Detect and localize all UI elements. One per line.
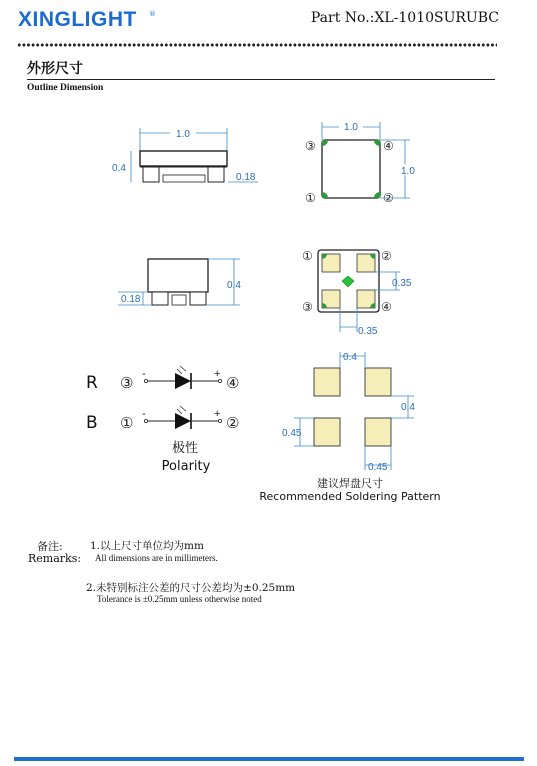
brand-logo: XINGLIGHT <box>18 8 137 31</box>
dim-width-topview: 1.0 <box>344 122 358 133</box>
polarity-label-b: B <box>86 413 98 433</box>
diode-icon-b <box>175 413 191 429</box>
pin-2-topview: ② <box>383 191 394 205</box>
dim-foot-side: 0.18 <box>121 294 141 305</box>
soldering-caption-cn: 建议焊盘尺寸 <box>317 477 383 490</box>
footer-bar <box>14 757 524 761</box>
diode-icon-r <box>175 373 191 389</box>
dim-pad-size: 0.45 <box>282 428 302 439</box>
dim-pitch-vertical: 0.35 <box>392 278 412 289</box>
soldering-caption-en: Recommended Soldering Pattern <box>259 490 441 503</box>
polarity-b-minus: - <box>142 408 146 420</box>
polarity-r-pin-right: ④ <box>226 375 240 392</box>
polarity-caption-cn: 极性 <box>171 441 199 456</box>
pin-3-bottomview: ③ <box>302 300 313 314</box>
remark-2-en: Tolerance is ±0.25mm unless otherwise noted <box>97 594 262 604</box>
remark-2-cn: 2.未特别标注公差的尺寸公差均为±0.25mm <box>86 582 296 594</box>
dim-pad-pitch: 0.4 <box>343 352 357 363</box>
dim-pad-gap: 0.4 <box>401 402 415 413</box>
side-view-top <box>112 127 258 183</box>
polarity-label-r: R <box>86 373 98 393</box>
bottom-view <box>302 249 412 337</box>
registered-mark: ® <box>149 10 156 18</box>
polarity-r-minus: - <box>142 368 146 380</box>
remark-1-cn: 1.以上尺寸单位均为mm <box>90 540 204 552</box>
pin-4-topview: ④ <box>383 139 394 153</box>
remarks-label-en: Remarks: <box>28 552 82 565</box>
pin-3-topview: ③ <box>305 139 316 153</box>
polarity-caption-en: Polarity <box>161 459 211 474</box>
dim-foot-top: 0.18 <box>236 172 256 183</box>
dim-height-topview: 1.0 <box>401 166 415 177</box>
top-view <box>305 120 418 205</box>
soldering-pattern <box>259 352 440 503</box>
section-title-cn: 外形尺寸 <box>27 61 83 77</box>
remarks-label-cn: 备注: <box>37 540 63 553</box>
dim-pitch-horizontal: 0.35 <box>358 326 378 337</box>
polarity-b-plus: + <box>214 408 221 420</box>
polarity-r-pin-left: ③ <box>120 375 134 392</box>
pin-2-bottomview: ② <box>381 249 392 263</box>
pin-1-bottomview: ① <box>302 249 313 263</box>
pin-4-bottomview: ④ <box>381 300 392 314</box>
dim-height-top: 0.4 <box>112 163 126 174</box>
part-number: Part No.:XL-1010SURUBC <box>310 10 499 26</box>
dim-pad-width: 0.45 <box>368 462 388 473</box>
polarity-b-pin-right: ② <box>226 415 240 432</box>
dim-width-top: 1.0 <box>176 129 190 140</box>
dim-height-side: 0.4 <box>227 280 241 291</box>
section-title-en: Outline Dimension <box>27 83 104 93</box>
remark-1-en: All dimensions are in millimeters. <box>95 553 218 563</box>
pin-1-topview: ① <box>305 191 316 205</box>
side-view-bottom <box>118 259 241 305</box>
polarity-diagram <box>86 366 239 474</box>
polarity-b-pin-left: ① <box>120 415 134 432</box>
polarity-r-plus: + <box>214 368 221 380</box>
